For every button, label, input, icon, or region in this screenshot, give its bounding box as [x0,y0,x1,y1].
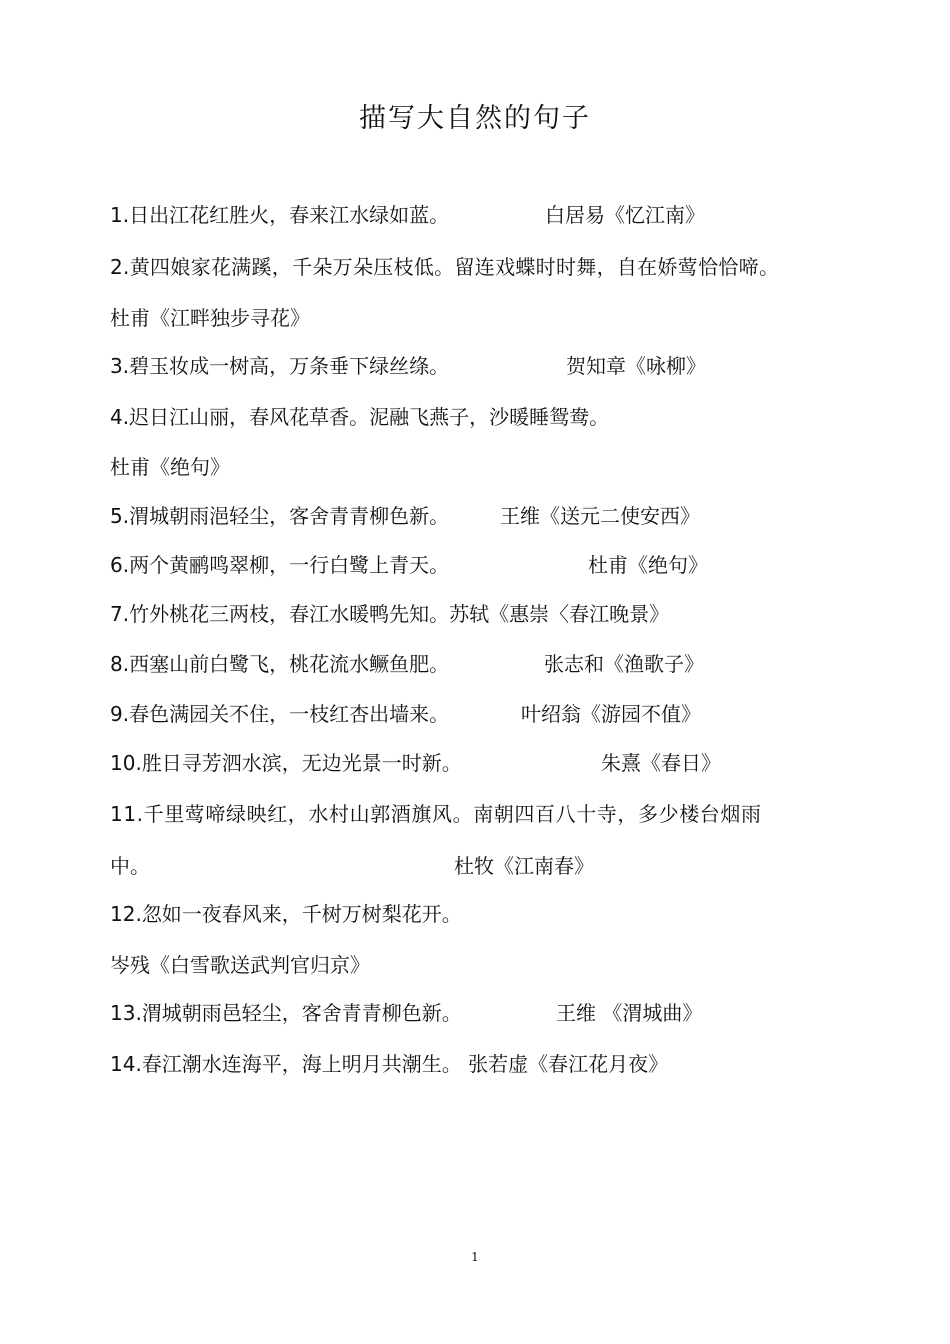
list-item [110,501,850,531]
item-number: 6. [110,553,130,577]
item-source: 王维 《渭城曲》 [556,1001,703,1025]
item-text: 中。 [110,854,150,878]
list-item [110,550,850,580]
item-text: 杜甫《绝句》 [110,455,230,479]
list-item [110,303,850,333]
item-text: 胜日寻芳泗水滨，无边光景一时新。 [141,751,462,775]
item-number: 10. [110,751,142,775]
item-source: 朱熹《春日》 [601,751,721,775]
item-text: 日出江花红胜火，春来江水绿如蓝。 [129,203,450,227]
item-text: 春色满园关不住，一枝红杏出墙来。 [129,702,450,726]
item-text: 千里莺啼绿映红，水村山郭酒旗风。南朝四百八十寺，多少楼台烟雨 [143,802,762,826]
item-number: 9. [110,702,130,726]
item-text: 西塞山前白鹭飞，桃花流水鳜鱼肥。 [129,652,450,676]
item-text: 两个黄鹂鸣翠柳，一行白鹭上青天。 [129,553,450,577]
list-item [110,402,850,432]
list-item [110,899,850,929]
item-source: 张志和《渔歌子》 [544,652,704,676]
item-number: 14. [110,1052,142,1076]
list-item [110,699,850,729]
item-text: 春江潮水连海平，海上明月共潮生。 张若虚《春江花月夜》 [141,1052,669,1076]
list-item [110,200,850,230]
item-source: 王维《送元二使安西》 [500,504,700,528]
item-source: 杜甫《绝句》 [588,553,708,577]
item-source: 杜牧《江南春》 [454,854,594,878]
list-item [110,799,850,829]
item-text: 渭城朝雨邑轻尘，客舍青青柳色新。 [141,1001,462,1025]
item-source: 贺知章《咏柳》 [566,354,706,378]
item-number: 12. [110,902,142,926]
item-number: 4. [110,405,130,429]
item-text: 碧玉妆成一树高，万条垂下绿丝绦。 [129,354,450,378]
item-text: 竹外桃花三两枝，春江水暖鸭先知。苏轼《惠崇〈春江晚景》 [129,602,670,626]
item-number: 3. [110,354,130,378]
item-text: 渭城朝雨浥轻尘，客舍青青柳色新。 [129,504,450,528]
list-item [110,851,850,881]
item-source: 叶绍翁《游园不值》 [521,702,701,726]
item-number: 11. [110,802,144,826]
list-item [110,748,850,778]
item-number: 2. [110,255,130,279]
page-title: 描写大自然的句子 [359,103,591,134]
list-item [110,599,850,629]
item-text: 黄四娘家花满蹊，千朵万朵压枝低。留连戏蝶时时舞，自在娇莺恰恰啼。 [129,255,780,279]
list-item [110,252,850,282]
page-number: 1 [471,1250,479,1264]
list-item [110,950,850,980]
list-item [110,452,850,482]
item-number: 5. [110,504,130,528]
item-number: 7. [110,602,130,626]
item-text: 岑残《白雪歌送武判官归京》 [110,953,370,977]
item-source: 白居易《忆江南》 [545,203,705,227]
item-number: 13. [110,1001,142,1025]
list-item [110,649,850,679]
list-item [110,351,850,381]
list-item [110,1049,850,1079]
list-item [110,998,850,1028]
item-text: 忽如一夜春风来，千树万树梨花开。 [141,902,462,926]
item-text: 杜甫《江畔独步寻花》 [110,306,310,330]
item-number: 1. [110,203,130,227]
item-text: 迟日江山丽，春风花草香。泥融飞燕子，沙暖睡鸳鸯。 [129,405,610,429]
item-number: 8. [110,652,130,676]
